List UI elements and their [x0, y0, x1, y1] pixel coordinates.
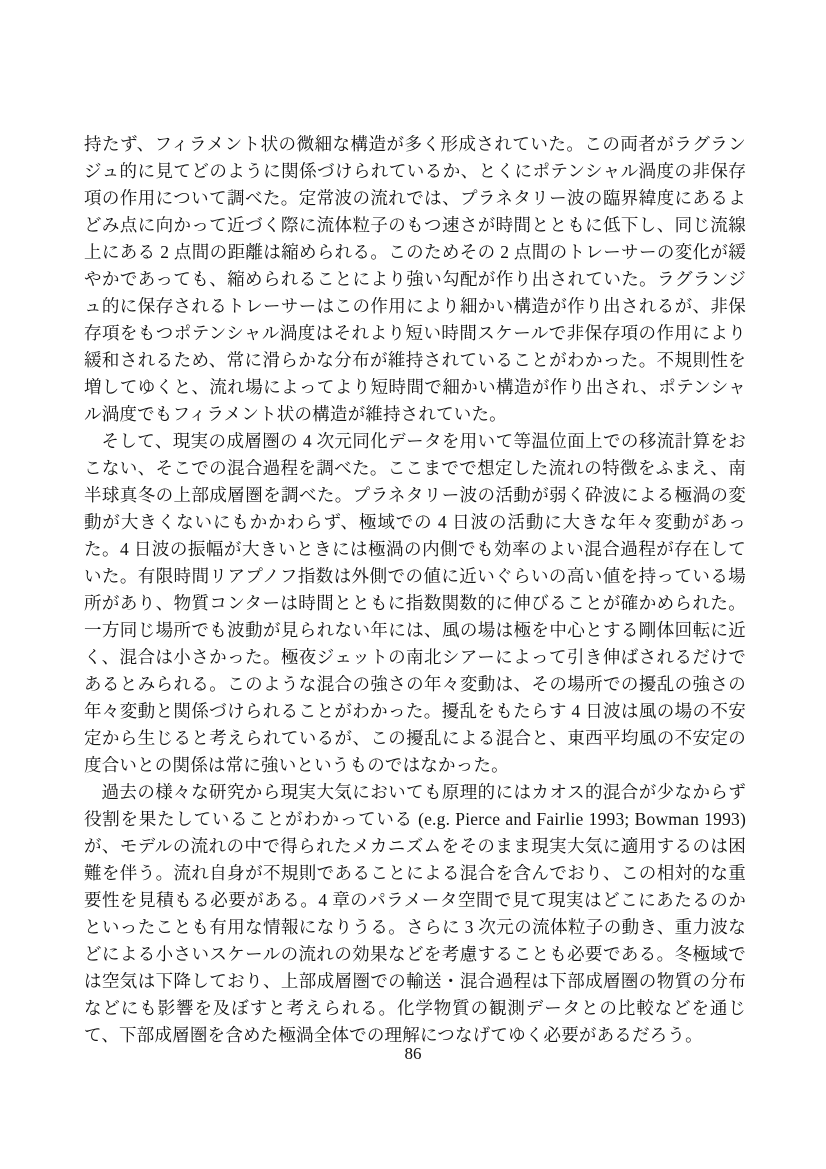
body-text: [84, 131, 746, 1049]
page-number: 86: [404, 1044, 422, 1063]
paragraph-1: 持たず、フィラメント状の微細な構造が多く形成されていた。この両者がラグランジュ的に見てどのように関係づけられているか、とくにポテンシャル渦度の非保存項の作用について調べた。定常波の流れでは、プラネタリー波の臨界緯度にあるよどみ点に向かって近づく際に流体粒子のもつ速さが時間とともに低下し、同じ流線上にある 2 点間の距離は縮められる。このためその 2 点間のトレーサーの変化が緩やかであっても、縮められることにより強い勾配が作り出されていた。ラグランジュ的に保存されるトレーサーはこの作用により細かい構造が作り出されるが、非保存項をもつポテンシャル渦度はそれより短い時間スケールで非保存項の作用により緩和されるため、常に滑らかな分布が維持されていることがわかった。不規則性を増してゆくと、流れ場によってより短時間で細かい構造が作り出され、ポテンシャル渦度でもフィラメント状の構造が維持されていた。: [84, 134, 746, 424]
paragraph-2: そして、現実の成層圏の 4 次元同化データを用いて等温位面上での移流計算をおこない、そこでの混合過程を調べた。ここまでで想定した流れの特徴をふまえ、南半球真冬の上部成層圏を調べた。プラネタリー波の活動が弱く砕波による極渦の変動が大きくないにもかかわらず、極域での 4 日波の活動に大きな年々変動があった。4 日波の振幅が大きいときには極渦の内側でも効率のよい混合過程が存在していた。有限時間リアプノフ指数は外側での値に近いぐらいの高い値を持っている場所があり、物質コンターは時間とともに指数関数的に伸びることが確かめられた。一方同じ場所でも波動が見られない年には、風の場は極を中心とする剛体回転に近く、混合は小さかった。極夜ジェットの南北シアーによって引き伸ばされるだけであるとみられる。このような混合の強さの年々変動は、その場所での擾乱の強さの年々変動と関係づけられることがわかった。擾乱をもたらす 4 日波は風の場の不安定から生じると考えられているが、この擾乱による混合と、東西平均風の不安定の度合いとの関係は常に強いというものではなかった。: [84, 431, 746, 775]
paragraph-3: 過去の様々な研究から現実大気においても原理的にはカオス的混合が少なからず役割を果たしていることがわかっている (e.g. Pierce and Fairlie 1993; Bowman 1993) が、モデルの流れの中で得られたメカニズムをそのまま現実大気に適用するのは困難を伴う。流れ自身が不規則であることによる混合を含んでおり、この相対的な重要性を見積もる必要がある。4 章のパラメータ空間で見て現実はどこにあたるのかといったことも有用な情報になりうる。さらに 3 次元の流体粒子の動き、重力波などによる小さいスケールの流れの効果などを考慮することも必要である。冬極域では空気は下降しており、上部成層圏での輸送・混合過程は下部成層圏の物質の分布などにも影響を及ぼすと考えられる。化学物質の観測データとの比較などを通じて、下部成層圏を含めた極渦全体での理解につなげてゆく必要があるだろう。: [84, 782, 746, 1045]
